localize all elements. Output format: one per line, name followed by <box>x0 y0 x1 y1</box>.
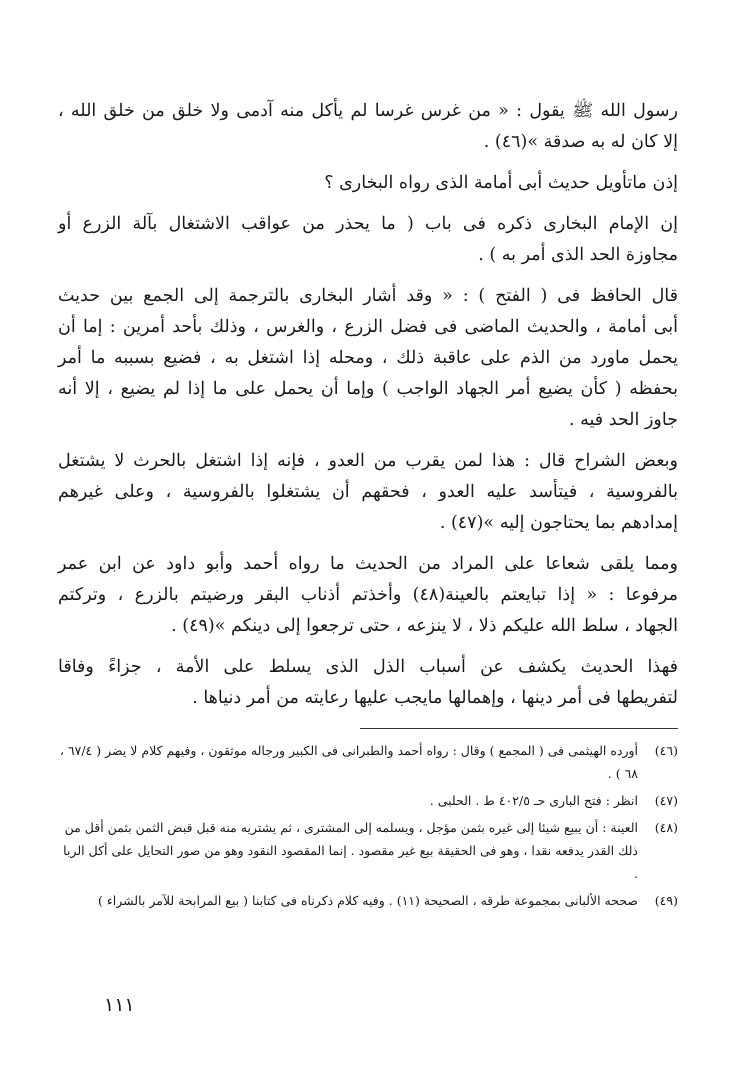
paragraph-line: ومما يلقى شعاعا على المراد من الحديث ما رواه أحمد وأبو داود عن ابن عمر <box>58 554 678 574</box>
paragraph-3 <box>58 209 678 271</box>
paragraph-line: الجهاد ، سلط الله عليكم ذلا ، لا ينزعه ، حتى ترجعوا إلى دينكم »(٤٩) . <box>171 616 678 636</box>
footnote-48 <box>58 816 678 885</box>
paragraph-6 <box>58 549 678 642</box>
footnote-text: انظر : فتح البارى حـ ٤٠٢/٥ ط . الحلبى . <box>429 793 638 808</box>
footnote-number: (٤٩) <box>654 893 678 908</box>
paragraph-line: يحمل ماورد من الذم على عاقبة ذلك ، ومحله إذا اشتغل به ، فضيع بسببه ما أمر <box>58 348 678 368</box>
footnote-text: أورده الهيثمى فى ( المجمع ) وقال : رواه أحمد والطبرانى فى الكبير ورجاله موثقون ، وفيهم كلام لا يضر ( ٦٧/٤ ، ٦٨ ) . <box>59 743 638 781</box>
footnote-number: (٤٦) <box>654 743 678 758</box>
paragraph-line: فهذا الحديث يكشف عن أسباب الذل الذى يسلط على الأمة ، جزاءً وفاقا <box>58 657 678 677</box>
footnotes <box>58 739 678 912</box>
paragraph-line: مجاوزة الحد الذى أمر به ) . <box>478 245 678 265</box>
footnote-text: العينة : أن يبيع شيئا إلى غيره بثمن مؤجل ، ويسلمه إلى المشترى ، ثم يشتريه منه قبل قبض الثمن بثمن أقل من ذلك القدر يدفعه نقدا ، وهو فى الحقيقة بيع غير مقصود . إنما المقصود النقود وهو من صور التحايل على أكل الربا . <box>63 820 638 881</box>
footnote-46 <box>58 739 678 785</box>
paragraph-5 <box>58 446 678 539</box>
paragraph-line: إن الإمام البخارى ذكره فى باب ( ما يحذر من عواقب الاشتغال بآلة الزرع أو <box>58 214 678 234</box>
paragraph-line: أبى أمامة ، والحديث الماضى فى فضل الزرع ، والغرس ، وذلك بأحد أمرين : إما أن <box>58 317 678 337</box>
footnote-number: (٤٨) <box>654 820 678 835</box>
paragraph-line: إلا كان له به صدقة »(٤٦) . <box>483 132 678 152</box>
paragraph-line: وبعض الشراح قال : هذا لمن يقرب من العدو ، فإنه إذا اشتغل بالحرث لا يشتغل <box>58 451 678 471</box>
paragraph-2 <box>58 168 678 199</box>
paragraph-line: إذن ماتأويل حديث أبى أمامة الذى رواه البخارى ؟ <box>324 173 678 193</box>
paragraph-7 <box>58 652 678 714</box>
paragraph-line: إمدادهم بما يحتاجون إليه »(٤٧) . <box>439 513 678 533</box>
paragraph-line: لتفريطها فى أمر دينها ، وإهمالها مايجب عليها رعايته من أمر دنياها . <box>192 688 678 708</box>
paragraph-line: بالفروسية ، فيتأسد عليه العدو ، فحقهم أن يشتغلوا بالفروسية ، وعلى غيرهم <box>58 482 678 502</box>
paragraph-line: قال الحافظ فى ( الفتح ) : « وقد أشار البخارى بالترجمة إلى الجمع بين حديث <box>58 286 678 306</box>
paragraph-line: مرفوعا : « إذا تبايعتم بالعينة(٤٨) وأخذتم أذناب البقر ورضيتم بالزرع ، وتركتم <box>58 585 678 605</box>
paragraph-line: بحفظه ( كأن يضيع أمر الجهاد الواجب ) وإما أن يحمل على ما إذا لم يضيع ، إلا أنه <box>58 379 678 399</box>
paragraph-line: جاوز الحد فيه . <box>568 410 678 430</box>
footnote-49 <box>58 889 678 912</box>
footnote-text: صححه الألبانى بمجموعة طرقه ، الصحيحة (١١) . وفيه كلام ذكرناه فى كتابنا ( بيع المرابحة للآمر بالشراء ) <box>98 893 638 908</box>
paragraph-4 <box>58 281 678 436</box>
paragraph-line: رسول الله ﷺ يقول : « من غرس غرسا لم يأكل منه آدمى ولا خلق من خلق الله ، <box>58 101 678 121</box>
paragraph-1 <box>58 96 678 158</box>
page-number: ١١١ <box>104 994 135 1016</box>
footnote-separator <box>360 728 678 729</box>
footnote-47 <box>58 789 678 812</box>
footnote-number: (٤٧) <box>654 793 678 808</box>
